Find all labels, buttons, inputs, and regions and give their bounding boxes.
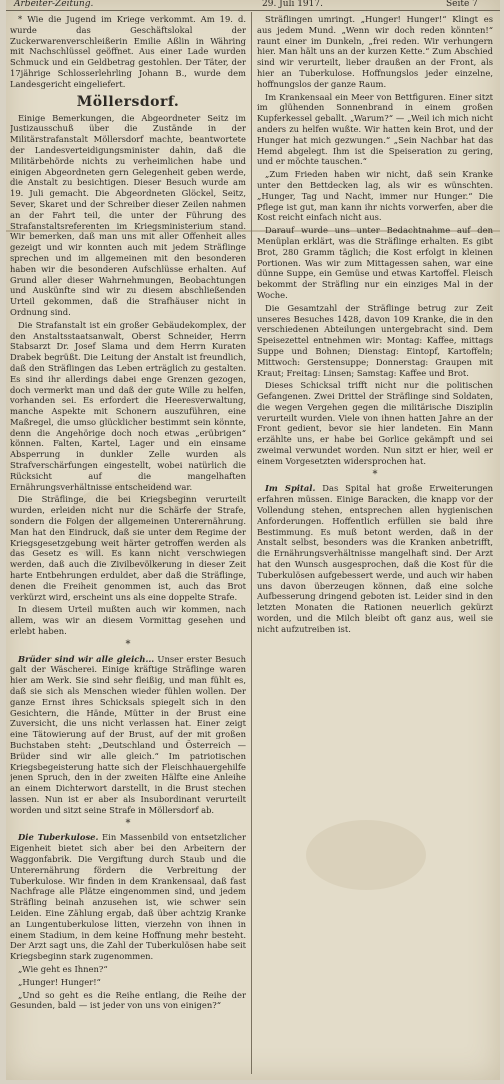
section-divider: * [125, 638, 131, 650]
article-paragraph: Im Krankensaal ein Meer von Bettfiguren. Einer sitzt im glühenden Sonnenbrand in einem großen Kupferkessel geballt. „Warum?“ — „Weil ich mich nicht anders zu helfen wußte. Wir hatten kein Brot, und der Hunger hat mich gezwungen.“ „Sein Nachbar hat das Hemd abgelegt. Ihm ist die Speiseration zu gering, und er möchte tauschen.“ [257, 91, 493, 167]
article-paragraph: Darauf wurde uns unter Bedachtnahme auf den Menüplan erklärt, was die Sträflinge erhalten. Es gibt Brot, 280 Gramm täglich; die Kost erfolgt in kleinen Portionen. Was wir zum Mittagessen sahen, war eine dünne Suppe, ein Gemüse und etwas Kartoffel. Fleisch bekommt der Sträfling nur ein einziges Mal in der Woche. [257, 225, 493, 300]
article-paragraph: Sträflingen umringt. „Hunger! Hunger!“ Klingt es aus jedem Mund. „Wenn wir doch reden könnten!“ raunt einer im Dunkeln, „frei reden. Wir verhungern hier. Man hält uns an der kurzen Kette.“ Zum Abschied sind wir verurteilt, lieber draußen an der Front, als hier an Tuberkulose. Hoffnungslos jeder einzelne, hoffnungslos der ganze Raum. [257, 14, 493, 89]
section-divider: * [125, 817, 131, 829]
intro-notice: * Wie die Jugend im Kriege verkommt. Am 19. d. wurde das Geschäftslokal der Zuckerwarenverschleißerin Emilie Aßlin in Währing mit Nachschlüssel geöffnet. Aus einer Lade wurden Schmuck und ein Geldbetrag gestohlen. Der Täter, der 17jährige Schlosserlehrling Johann B., wurde dem Landesgericht eingeliefert. [10, 14, 246, 89]
newspaper-title: Arbeiter-Zeitung. [14, 0, 94, 9]
column-rule [251, 12, 252, 1074]
subsection-heading: Im Spital. [265, 483, 316, 494]
newspaper-page [6, 0, 500, 1080]
subsection-hospital [257, 483, 493, 634]
subsection-heading: Die Tuberkulose. [18, 832, 99, 843]
dialogue-line: „Wie geht es Ihnen?“ [18, 963, 108, 974]
dialogue-line: „Und so geht es die Reihe entlang, die Reihe der Gesunden, bald — ist jeder von uns von einigen?“ [10, 989, 246, 1011]
article-paragraph: Dieses Schicksal trifft nicht nur die politischen Gefangenen. Zwei Drittel der Sträflinge sind Soldaten, die wegen Vergehen gegen die militärische Disziplin verurteilt wurden. Viele von ihnen hatten Jahre an der Front gedient, bevor sie hier landeten. Ein Mann erzählte uns, er habe bei Gorlice gekämpft und sei zweimal verwundet worden. Nun sitzt er hier, weil er einem Vorgesetzten widersprochen hat. [257, 380, 493, 466]
page-header [6, 0, 500, 11]
subsection-text: Das Spital hat große Erweiterungen erfahren müssen. Einige Baracken, die knapp vor der Vollendung stehen, entsprechen allen hygienischen Anforderungen. Hoffentlich erfüllen sie bald ihre Bestimmung. Es muß betont werden, daß in der Anstalt selbst, besonders was die Kranken anbetrifft, die Ernährungsverhältnisse mangelhaft sind. Der Arzt hat den Wunsch ausgesprochen, daß die Kost für die Tuberkulösen aufgebessert werde, und auch wir haben uns davon überzeugen können, daß eine solche Aufbesserung dringend geboten ist. Leider sind in den letzten Monaten die Rationen neuerlich gekürzt worden, und die Milch bleibt oft ganz aus, weil sie nicht aufzutreiben ist. [257, 483, 493, 634]
subsection-text: Unser erster Besuch galt der Wäscherei. Einige kräftige Sträflinge waren hier am Werk. Sie sind sehr fleißig, und man fühlt es, daß sie sich als Menschen wieder fühlen wollen. Der ganze Ernst ihres Schicksals spiegelt sich in den Gesichtern, die Hände, Mütter in der Brust eine Zuversicht, die uns nicht verlassen hat. Einer zeigt eine Tätowierung auf der Brust, auf der mit großen Buchstaben steht: „Deutschland und Österreich — Brüder sind wir alle gleich.“ Im patriotischen Kriegsbegeisterung hatte sich der Fleischhauergehilfe jenen Spruch, den in der zweiten Hälfte eine Anleihe an einem Dichterwort darstellt, in die Brust stechen lassen. Nun ist er aber als Insubordinant verurteilt worden und sitzt seine Strafe in Möllersdorf ab. [10, 653, 246, 815]
issue-date: 29. Juli 1917. [262, 0, 323, 9]
subsection-text: Ein Massenbild von entsetzlicher Eigenheit bietet sich aber bei den Arbeitern der Waggonfabrik. Die Vergiftung durch Staub und die Unterernährung fördern die Verbreitung der Tuberkulose. Wir finden in dem Krankensaal, daß fast Nachfrage alle Plätze eingenommen sind, und jedem Sträfling beinah anzusehen ist, wie schwer sein Leiden. Eine Zählung ergab, daß über achtzig Kranke an Lungentuberkulose litten, vierzehn von ihnen in einem Stadium, in dem keine Hoffnung mehr besteht. Der Arzt sagt uns, die Zahl der Tuberkulösen habe seit Kriegsbeginn stark zugenommen. [10, 832, 246, 962]
subsection-brothers [10, 654, 246, 816]
subsection-heading: Brüder sind wir alle gleich... [18, 653, 155, 664]
page-number: Seite 7 [446, 0, 478, 9]
section-divider: * [372, 468, 378, 480]
section-title: Möllersdorf. [76, 93, 180, 110]
dialogue-line: „Hunger! Hunger!“ [18, 976, 101, 987]
left-column [10, 14, 246, 1074]
article-paragraph: Einige Bemerkungen, die Abgeordneter Seitz im Justizausschuß über die Zustände in der Militärstrafanstalt Möllersdorf machte, beantwortete der Landesverteidigungsminister dahin, daß die Militärbehörde nichts zu verheimlichen habe und einigen Abgeordneten gern Gelegenheit geben werde, die Anstalt zu besichtigen. Dieser Besuch wurde am 19. Juli gemacht. Die Abgeordneten Glöckel, Seitz, Sever, Skaret und der Schreiber dieser Zeilen nahmen an der Fahrt teil, die unter der Führung des Strafanstaltsreferenten im Kriegsministerium stand. Wir bemerken, daß man uns mit aller Offenheit alles gezeigt und wir konnten auch mit jedem Sträflinge sprechen und im allgemeinen mit den besonderen haben wir die besonderen Aufschlüsse erhalten. Auf Grund aller dieser Wahrnehmungen, Beobachtungen und Auskünfte sind wir zu diesem abschließenden Urteil gekommen, daß die Strafhäuser nicht in Ordnung sind. [10, 112, 246, 317]
article-paragraph: Die Gesamtzahl der Sträflinge betrug zur Zeit unseres Besuches 1428, davon 109 Kranke, die in den verschiedenen Abteilungen untergebracht sind. Dem Speisezettel entnehmen wir: Montag: Kaffee, mittags Suppe und Bohnen; Dienstag: Eintopf, Kartoffeln; Mittwoch: Gerstensuppe; Donnerstag: Graupen mit Kraut; Freitag: Linsen; Samstag: Kaffee und Brot. [257, 302, 493, 378]
article-paragraph: Die Strafanstalt ist ein großer Gebäudekomplex, der den Anstaltsstaatsanwalt, Oberst Schneider, Herrn Stabsarzt Dr. Josef Slama und dem Herrn Kuraten Drabek begrüßt. Die Leitung der Anstalt ist freundlich, daß den Sträflingen das Leben erträglich zu gestalten. Es sind ihr allerdings dabei enge Grenzen gezogen, doch vermerkt man und daß der gute Wille zu helfen, vorhanden sei. Es erfordert die Heeresverwaltung, manche Aspekte mit Schonern auszuführen, eine Maßregel, die umso glücklicher bestimmt sein könnte, denn die Angehörige doch noch etwas „erübrigen“ können. Falten, Kartel, Lager und ein einsame Absperrung in dunkler Zelle wurden als Strafverschärfungen eingestellt, wobei natürlich die Rücksicht auf die mangelhaften Ernährungsverhältnisse entscheidend war. [10, 319, 246, 492]
subsection-tbc [10, 832, 246, 962]
article-paragraph: In diesem Urteil mußten auch wir kommen, nach allem, was wir an diesem Vormittag gesehen und erlebt haben. [10, 604, 246, 637]
right-column [257, 14, 493, 1074]
article-paragraph: Die Sträflinge, die bei Kriegsbeginn verurteilt wurden, erleiden nicht nur die Schärfe der Strafe, sondern die Folgen der allgemeinen Unterernährung. Man hat den Eindruck, daß sie unter dem Regime der Kriegsgesetzgebung weit härter getroffen werden als das Gesetz es will. Es kann nicht verschwiegen werden, daß auch die Zivilbevölkerung in dieser Zeit harte Entbehrungen erduldet, aber daß die Sträflinge, denen die Freiheit genommen ist, auch das Brot verkürzt wird, erscheint uns als eine doppelte Strafe. [10, 494, 246, 602]
article-paragraph: „Zum Frieden haben wir nicht, daß sein Kranke unter den Bettdecken lag, als wir es wünschten. „Hunger, Tag und Nacht, immer nur Hunger.“ Die Pflege ist gut, man kann ihr nichts vorwerfen, aber die Kost reicht einfach nicht aus. [257, 169, 493, 223]
